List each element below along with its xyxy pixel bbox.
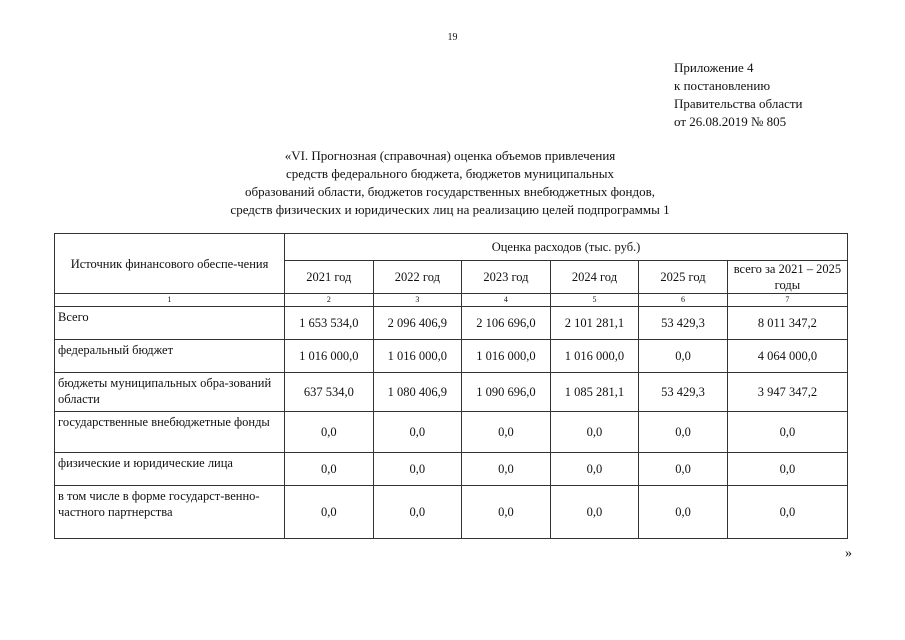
column-number: 5 bbox=[550, 294, 639, 307]
year-header: 2022 год bbox=[373, 261, 462, 294]
cell-value: 3 947 347,2 bbox=[727, 373, 847, 412]
cell-value: 53 429,3 bbox=[639, 307, 728, 340]
heading-line: «VI. Прогнозная (справочная) оценка объемов привлечения bbox=[284, 148, 616, 163]
row-label: федеральный бюджет bbox=[55, 340, 285, 373]
column-number: 6 bbox=[639, 294, 728, 307]
expense-estimate-header: Оценка расходов (тыс. руб.) bbox=[285, 234, 848, 261]
source-header: Источник финансового обеспе-чения bbox=[55, 234, 285, 294]
cell-value: 0,0 bbox=[639, 412, 728, 453]
cell-value: 0,0 bbox=[727, 486, 847, 539]
cell-value: 1 016 000,0 bbox=[285, 340, 374, 373]
year-header: 2024 год bbox=[550, 261, 639, 294]
cell-value: 0,0 bbox=[727, 412, 847, 453]
cell-value: 1 016 000,0 bbox=[462, 340, 551, 373]
cell-value: 0,0 bbox=[639, 340, 728, 373]
column-number: 1 bbox=[55, 294, 285, 307]
column-number: 7 bbox=[727, 294, 847, 307]
heading-line: образований области, бюджетов государственных внебюджетных фондов, bbox=[245, 184, 655, 199]
row-label: физические и юридические лица bbox=[55, 453, 285, 486]
cell-value: 1 653 534,0 bbox=[285, 307, 374, 340]
table-row bbox=[55, 412, 848, 453]
table-row bbox=[55, 453, 848, 486]
cell-value: 0,0 bbox=[727, 453, 847, 486]
row-label: государственные внебюджетные фонды bbox=[55, 412, 285, 453]
cell-value: 0,0 bbox=[373, 486, 462, 539]
table-row bbox=[55, 373, 848, 412]
cell-value: 2 101 281,1 bbox=[550, 307, 639, 340]
column-number: 4 bbox=[462, 294, 551, 307]
cell-value: 1 085 281,1 bbox=[550, 373, 639, 412]
cell-value: 1 090 696,0 bbox=[462, 373, 551, 412]
cell-value: 0,0 bbox=[462, 453, 551, 486]
cell-value: 1 080 406,9 bbox=[373, 373, 462, 412]
appendix-reference bbox=[674, 59, 803, 131]
cell-value: 0,0 bbox=[639, 486, 728, 539]
heading-line: средств физических и юридических лиц на реализацию целей подпрограммы 1 bbox=[230, 202, 670, 217]
cell-value: 0,0 bbox=[285, 412, 374, 453]
table-row bbox=[55, 486, 848, 539]
year-header: 2023 год bbox=[462, 261, 551, 294]
appendix-line: Правительства области bbox=[674, 96, 803, 111]
cell-value: 0,0 bbox=[639, 453, 728, 486]
heading-line: средств федерального бюджета, бюджетов муниципальных bbox=[286, 166, 614, 181]
cell-value: 1 016 000,0 bbox=[373, 340, 462, 373]
cell-value: 8 011 347,2 bbox=[727, 307, 847, 340]
closing-quote: » bbox=[845, 546, 852, 561]
cell-value: 0,0 bbox=[462, 412, 551, 453]
cell-value: 0,0 bbox=[462, 486, 551, 539]
cell-value: 2 096 406,9 bbox=[373, 307, 462, 340]
cell-value: 4 064 000,0 bbox=[727, 340, 847, 373]
appendix-line: Приложение 4 bbox=[674, 60, 754, 75]
cell-value: 53 429,3 bbox=[639, 373, 728, 412]
table-row bbox=[55, 340, 848, 373]
cell-value: 0,0 bbox=[373, 453, 462, 486]
appendix-line: к постановлению bbox=[674, 78, 771, 93]
total-header: всего за 2021 – 2025 годы bbox=[727, 261, 847, 294]
year-header: 2021 год bbox=[285, 261, 374, 294]
cell-value: 0,0 bbox=[285, 486, 374, 539]
column-number: 3 bbox=[373, 294, 462, 307]
table-row bbox=[55, 307, 848, 340]
cell-value: 0,0 bbox=[550, 453, 639, 486]
cell-value: 0,0 bbox=[550, 412, 639, 453]
page-number: 19 bbox=[447, 32, 458, 43]
cell-value: 1 016 000,0 bbox=[550, 340, 639, 373]
row-label: Всего bbox=[55, 307, 285, 340]
column-number: 2 bbox=[285, 294, 374, 307]
cell-value: 0,0 bbox=[285, 453, 374, 486]
year-header: 2025 год bbox=[639, 261, 728, 294]
cell-value: 2 106 696,0 bbox=[462, 307, 551, 340]
financing-table bbox=[54, 233, 848, 539]
cell-value: 0,0 bbox=[550, 486, 639, 539]
cell-value: 637 534,0 bbox=[285, 373, 374, 412]
section-heading bbox=[150, 147, 750, 219]
row-label: бюджеты муниципальных обра-зований области bbox=[55, 373, 285, 412]
appendix-line: от 26.08.2019 № 805 bbox=[674, 114, 787, 129]
row-label: в том числе в форме государст-венно-частного партнерства bbox=[55, 486, 285, 539]
cell-value: 0,0 bbox=[373, 412, 462, 453]
